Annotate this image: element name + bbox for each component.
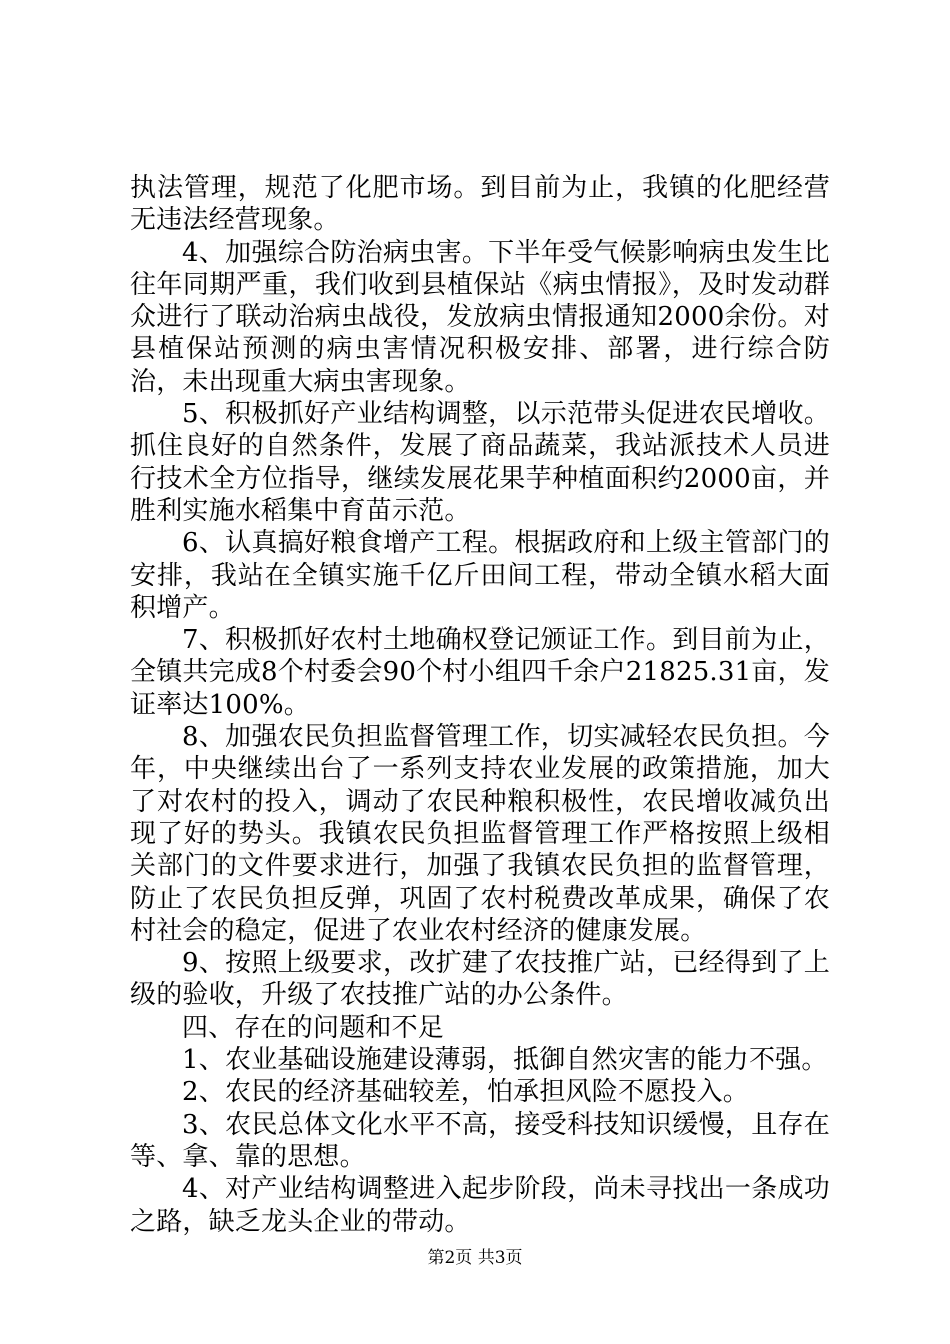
page-number: 第2页 共3页 [427,1248,523,1268]
paragraph-item-4: 4、加强综合防治病虫害。下半年受气候影响病虫发生比往年同期严重，我们收到县植保站《病虫情报》，及时发动群众进行了联动治病虫战役，发放病虫情报通知2000余份。对县植保站预测的病虫害情况积极安排、部署，进行综合防治，未出现重大病虫害现象。 [130,237,830,397]
paragraph-item-5: 5、积极抓好产业结构调整，以示范带头促进农民增收。抓住良好的自然条件，发展了商品蔬菜，我站派技术人员进行技术全方位指导，继续发展花果芋种植面积约2000亩，并胜利实施水稻集中育苗示范。 [130,399,830,526]
paragraph-continuation: 执法管理，规范了化肥市场。到目前为止，我镇的化肥经营无违法经营现象。 [130,173,830,236]
paragraph-item-8: 8、加强农民负担监督管理工作，切实减轻农民负担。今年，中央继续出台了一系列支持农业发展的政策措施，加大了对农村的投入，调动了农民种粮积极性，农民增收减负出现了好的势头。我镇农民负担监督管理工作严格按照上级相关部门的文件要求进行，加强了我镇农民负担的监督管理，防止了农民负担反弹，巩固了农村税费改革成果，确保了农村社会的稳定，促进了农业农村经济的健康发展。 [130,722,830,946]
paragraph-item-6: 6、认真搞好粮食增产工程。根据政府和上级主管部门的安排，我站在全镇实施千亿斤田间工程，带动全镇水稻大面积增产。 [130,528,830,623]
problem-item-4: 4、对产业结构调整进入起步阶段，尚未寻找出一条成功之路，缺乏龙头企业的带动。 [130,1174,830,1237]
paragraph-item-9: 9、按照上级要求，改扩建了农技推广站，已经得到了上级的验收，升级了农技推广站的办公条件。 [130,948,830,1011]
problem-item-1: 1、农业基础设施建设薄弱，抵御自然灾害的能力不强。 [182,1045,828,1076]
paragraph-item-7: 7、积极抓好农村土地确权登记颁证工作。到目前为止，全镇共完成8个村委会90个村小组四千余户21825.31亩，发证率达100%。 [130,625,830,720]
problem-item-2: 2、农民的经济基础较差，怕承担风险不愿投入。 [182,1077,749,1108]
section-heading-problems: 四、存在的问题和不足 [182,1012,445,1043]
page-footer [0,1246,950,1270]
problem-item-3: 3、农民总体文化水平不高，接受科技知识缓慢，且存在等、拿、靠的思想。 [130,1109,830,1172]
document-body [130,172,830,1238]
